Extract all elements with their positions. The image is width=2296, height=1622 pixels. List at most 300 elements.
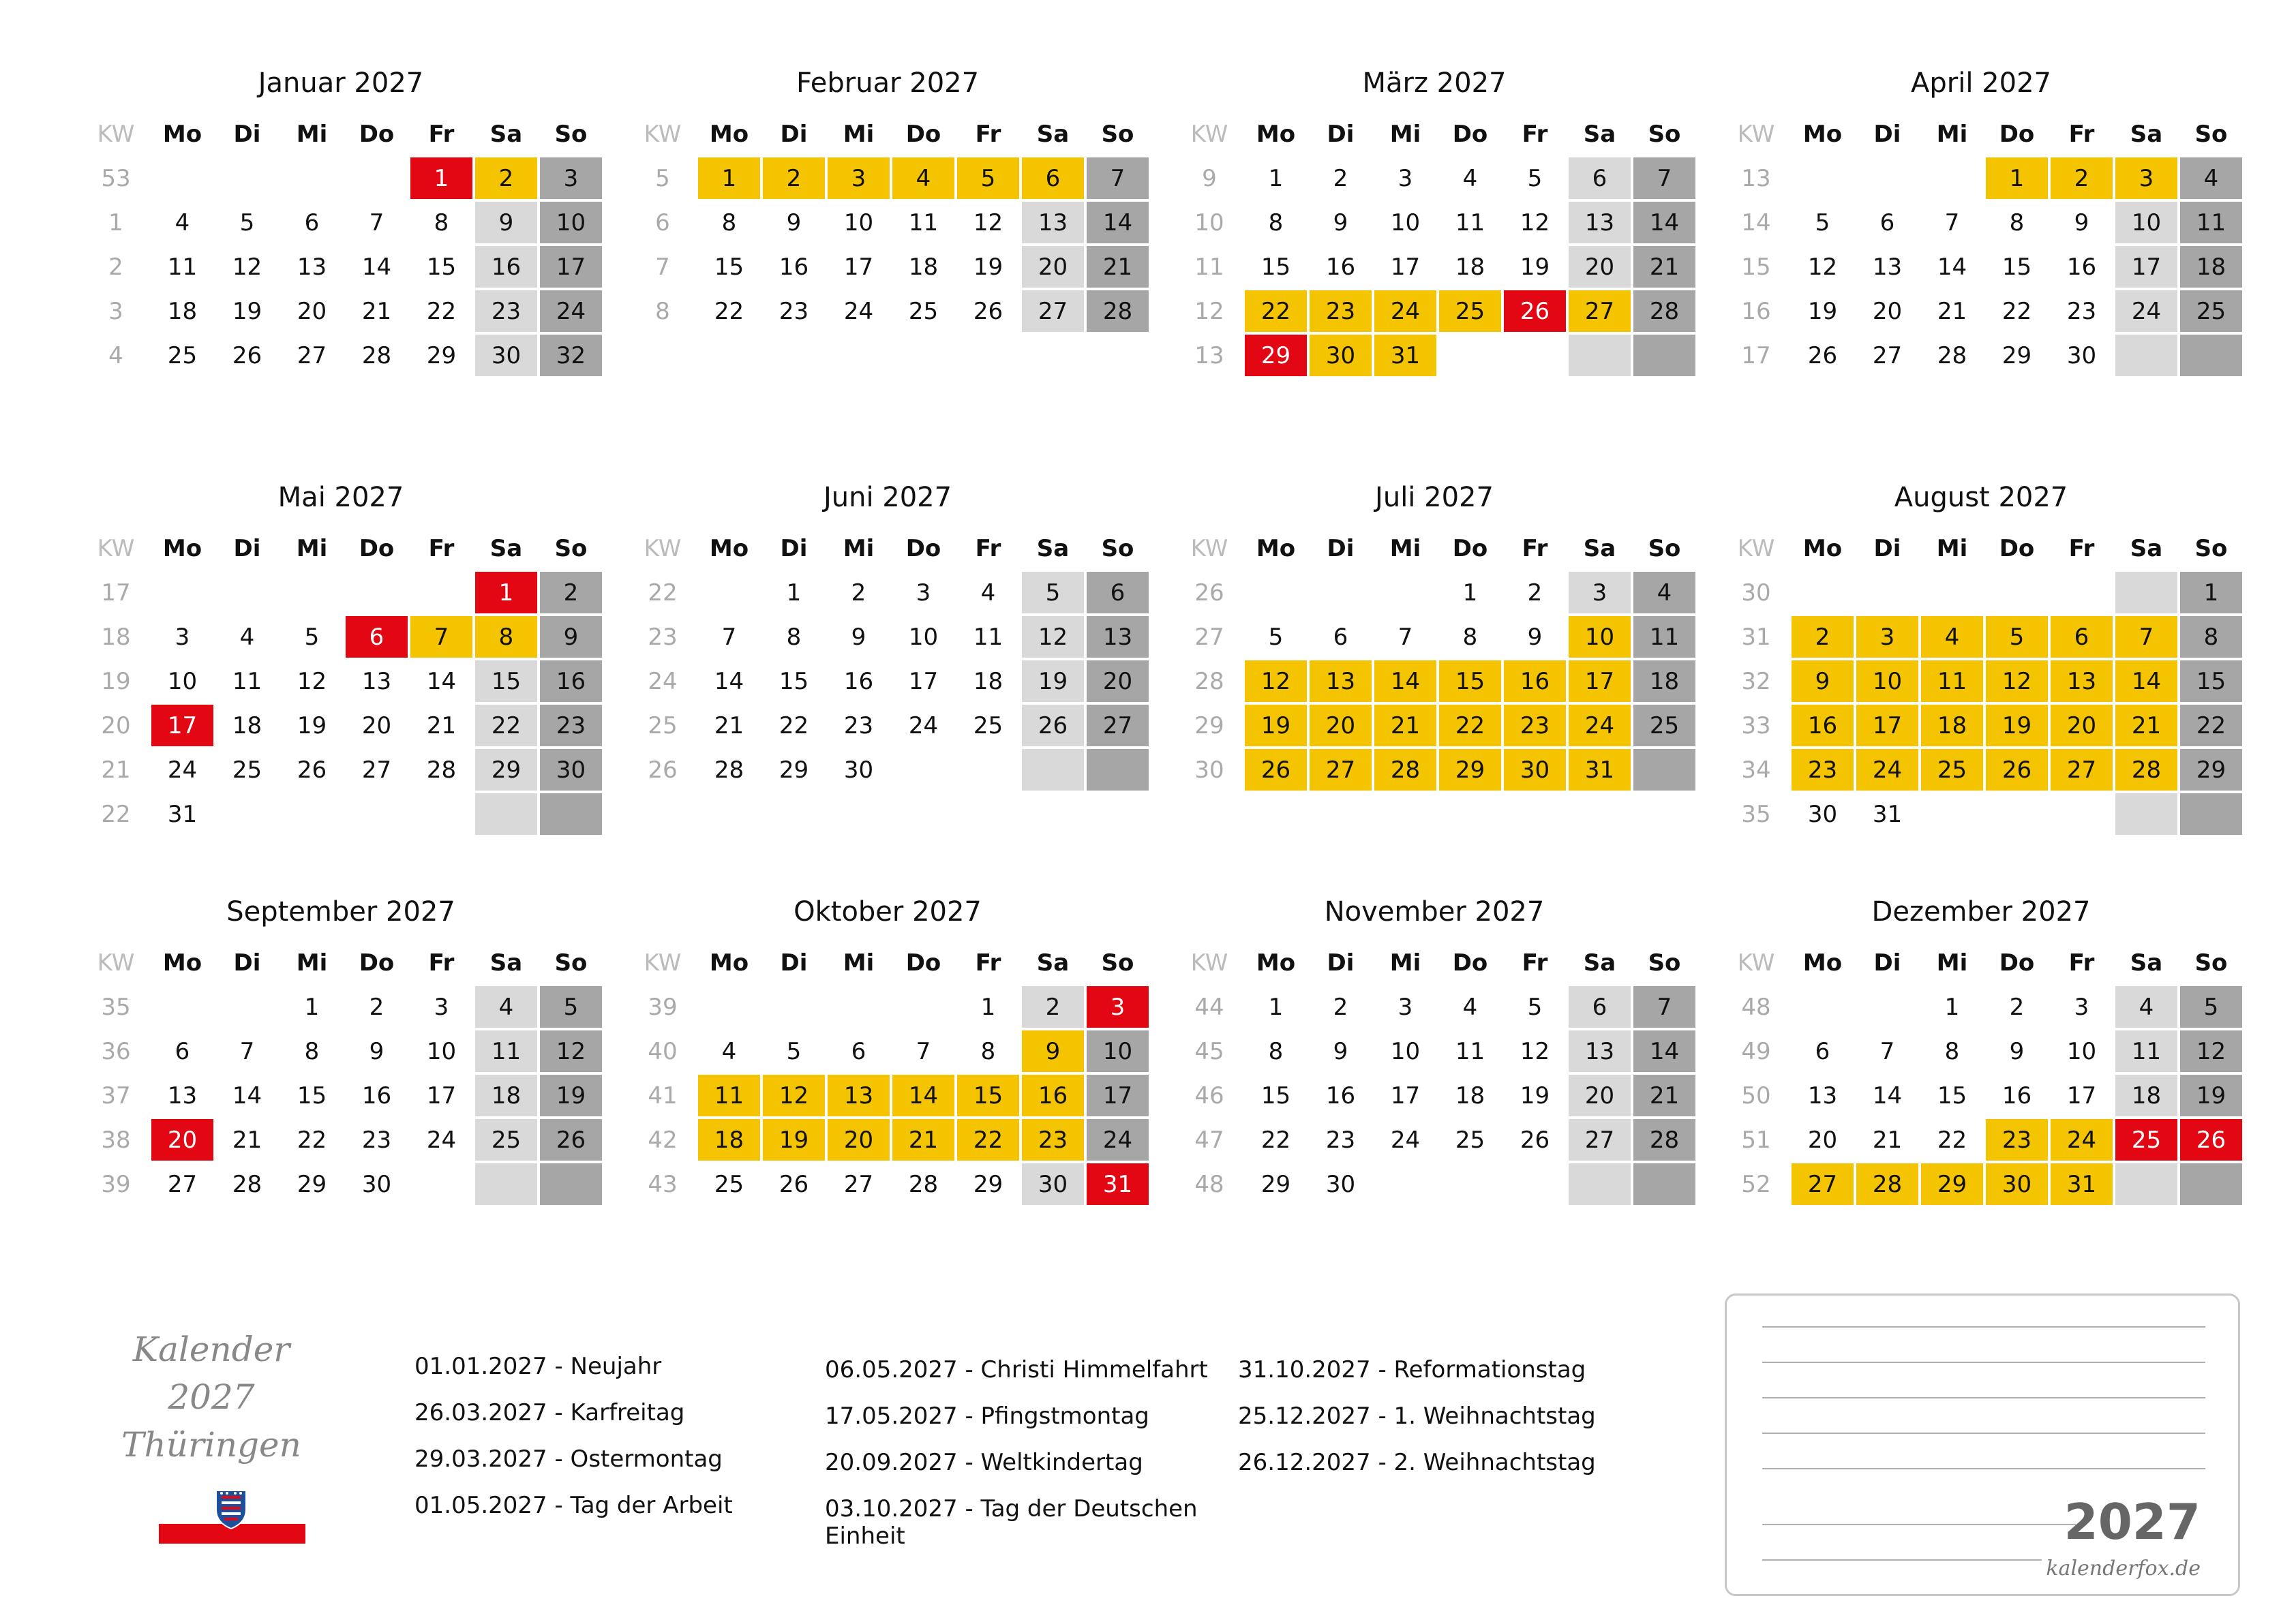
empty-cell xyxy=(1633,335,1695,376)
day-cell: 28 xyxy=(2115,749,2177,791)
week-number: 49 xyxy=(1741,1037,1771,1065)
notes-site: kalenderfox.de xyxy=(2046,1557,2201,1580)
day-cell: 18 xyxy=(475,1075,537,1116)
weekday-header: Do xyxy=(359,120,395,148)
day-cell: 25 xyxy=(973,711,1003,739)
day-cell: 12 xyxy=(973,209,1003,236)
week-number: 48 xyxy=(1194,1170,1224,1198)
weekday-header: Di xyxy=(1327,120,1355,148)
weekday-header: Fr xyxy=(1522,534,1548,562)
day-cell: 8 xyxy=(475,616,537,658)
note-line xyxy=(1762,1397,2205,1398)
weekday-header: Sa xyxy=(2130,534,2163,562)
day-cell: 15 xyxy=(2180,660,2242,702)
weekday-header: So xyxy=(1101,534,1134,562)
week-number: 16 xyxy=(1741,297,1771,325)
day-cell: 10 xyxy=(426,1037,457,1065)
month-grid xyxy=(629,526,1147,792)
weekday-header: Fr xyxy=(428,949,455,977)
week-number: 10 xyxy=(1194,209,1224,236)
week-number: 33 xyxy=(1741,711,1771,739)
empty-cell xyxy=(1308,570,1373,615)
day-cell: 7 xyxy=(1633,157,1695,199)
weekday-header: Mi xyxy=(296,534,328,562)
day-cell: 1 xyxy=(786,579,802,607)
day-cell: 8 xyxy=(1462,623,1478,651)
day-cell: 22 xyxy=(957,1119,1019,1161)
month-april xyxy=(1722,63,2240,378)
day-cell: 7 xyxy=(369,209,384,236)
day-cell: 24 xyxy=(2115,290,2177,332)
day-cell: 19 xyxy=(1520,1082,1550,1110)
month-march xyxy=(1175,63,1693,378)
month-december xyxy=(1722,891,2240,1206)
day-cell: 22 xyxy=(2180,705,2242,746)
week-number: 18 xyxy=(101,623,131,651)
day-cell: 13 xyxy=(361,667,392,695)
day-cell: 14 xyxy=(1374,660,1436,702)
week-number: 3 xyxy=(108,297,123,325)
day-cell: 8 xyxy=(1944,1037,1960,1065)
day-cell: 27 xyxy=(1087,705,1149,746)
week-number: 23 xyxy=(648,623,678,651)
day-cell: 3 xyxy=(2115,157,2177,199)
day-cell: 5 xyxy=(1527,164,1543,192)
day-cell: 19 xyxy=(2180,1075,2242,1116)
day-cell: 14 xyxy=(1633,202,1695,243)
month-grid xyxy=(1175,940,1693,1206)
day-cell: 17 xyxy=(2115,246,2177,288)
day-cell: 12 xyxy=(763,1075,825,1116)
day-cell: 11 xyxy=(1921,660,1983,702)
day-cell: 8 xyxy=(721,209,737,236)
week-number: 35 xyxy=(1741,800,1771,828)
month-title: März 2027 xyxy=(1362,67,1507,99)
day-cell: 10 xyxy=(1087,1030,1149,1072)
empty-cell xyxy=(2115,793,2177,835)
day-cell: 4 xyxy=(1462,164,1478,192)
day-cell: 9 xyxy=(851,623,866,651)
empty-cell xyxy=(2115,1163,2177,1205)
day-cell: 9 xyxy=(1333,1037,1348,1065)
day-cell: 4 xyxy=(239,623,255,651)
day-cell: 29 xyxy=(1439,749,1501,791)
day-cell: 2 xyxy=(2051,157,2113,199)
day-cell: 20 xyxy=(1569,246,1631,288)
day-cell: 19 xyxy=(973,253,1003,281)
weekday-header: So xyxy=(1648,949,1681,977)
day-cell: 30 xyxy=(1986,1163,2048,1205)
empty-cell xyxy=(1855,570,1920,615)
weekday-header: Sa xyxy=(2130,120,2163,148)
weekday-header: So xyxy=(1101,120,1134,148)
day-cell: 2 xyxy=(1333,164,1348,192)
day-cell: 16 xyxy=(1325,1082,1356,1110)
weekday-header: So xyxy=(554,120,588,148)
day-cell: 13 xyxy=(1569,1030,1631,1072)
day-cell: 12 xyxy=(1807,253,1838,281)
empty-cell xyxy=(344,156,409,200)
day-cell: 14 xyxy=(1087,202,1149,243)
week-number: 9 xyxy=(1202,164,1217,192)
day-cell: 9 xyxy=(369,1037,384,1065)
weekday-header: Fr xyxy=(2068,534,2095,562)
day-cell: 1 xyxy=(304,993,320,1021)
day-cell: 29 xyxy=(297,1170,327,1198)
day-cell: 29 xyxy=(1260,1170,1291,1198)
day-cell: 10 xyxy=(167,667,198,695)
month-july xyxy=(1175,477,1693,792)
empty-cell xyxy=(1920,570,1984,615)
day-cell: 30 xyxy=(1325,1170,1356,1198)
empty-cell xyxy=(1569,1163,1631,1205)
holiday-item: 31.10.2027 - Reformationstag xyxy=(1238,1356,1586,1383)
day-cell: 3 xyxy=(1569,572,1631,613)
weekday-header: Mo xyxy=(1802,949,1843,977)
empty-cell xyxy=(1438,1162,1502,1206)
note-line xyxy=(1762,1468,2205,1469)
holiday-list-1 xyxy=(414,1353,810,1538)
day-cell: 10 xyxy=(1569,616,1631,658)
day-cell: 6 xyxy=(1333,623,1348,651)
day-cell: 18 xyxy=(1455,1082,1485,1110)
day-cell: 12 xyxy=(1022,616,1084,658)
day-cell: 7 xyxy=(239,1037,255,1065)
day-cell: 4 xyxy=(1633,572,1695,613)
week-number: 51 xyxy=(1741,1126,1771,1154)
day-cell: 15 xyxy=(1937,1082,1967,1110)
day-cell: 21 xyxy=(1937,297,1967,325)
weekday-header: Fr xyxy=(2068,949,2095,977)
holiday-item: 29.03.2027 - Ostermontag xyxy=(414,1445,723,1473)
day-cell: 31 xyxy=(167,800,198,828)
empty-cell xyxy=(1022,749,1084,791)
day-cell: 8 xyxy=(304,1037,320,1065)
day-cell: 17 xyxy=(426,1082,457,1110)
empty-cell xyxy=(1984,792,2049,836)
day-cell: 9 xyxy=(1333,209,1348,236)
day-cell: 21 xyxy=(2115,705,2177,746)
weekday-header: So xyxy=(2194,120,2228,148)
day-cell: 20 xyxy=(1310,705,1372,746)
day-cell: 28 xyxy=(1087,290,1149,332)
day-cell: 23 xyxy=(475,290,537,332)
month-grid xyxy=(1722,940,2240,1206)
day-cell: 23 xyxy=(1310,290,1372,332)
day-cell: 7 xyxy=(1944,209,1960,236)
day-cell: 18 xyxy=(2115,1075,2177,1116)
weekday-header: Do xyxy=(905,534,941,562)
day-cell: 31 xyxy=(1087,1163,1149,1205)
day-cell: 3 xyxy=(1398,164,1413,192)
week-number: 20 xyxy=(101,711,131,739)
weekday-header: Mo xyxy=(709,949,749,977)
weekday-header: So xyxy=(554,534,588,562)
day-cell: 14 xyxy=(1872,1082,1903,1110)
day-cell: 15 xyxy=(714,253,744,281)
weekday-header: Sa xyxy=(1583,534,1616,562)
empty-cell xyxy=(1373,570,1438,615)
week-number: 17 xyxy=(1741,341,1771,369)
empty-cell xyxy=(1243,570,1308,615)
weekday-header: Fr xyxy=(975,534,1001,562)
day-cell: 5 xyxy=(786,1037,802,1065)
day-cell: 17 xyxy=(151,705,213,746)
day-cell: 8 xyxy=(786,623,802,651)
weekday-header: Sa xyxy=(1583,949,1616,977)
weekday-header: Mi xyxy=(1936,534,1968,562)
day-cell: 30 xyxy=(540,749,602,791)
week-number: 53 xyxy=(101,164,131,192)
day-cell: 10 xyxy=(1390,209,1421,236)
day-cell: 19 xyxy=(540,1075,602,1116)
week-number: 36 xyxy=(101,1037,131,1065)
day-cell: 22 xyxy=(1937,1126,1967,1154)
month-grid xyxy=(629,940,1147,1206)
day-cell: 11 xyxy=(2180,202,2242,243)
day-cell: 24 xyxy=(1374,290,1436,332)
day-cell: 7 xyxy=(410,616,472,658)
holiday-item: 25.12.2027 - 1. Weihnachtstag xyxy=(1238,1403,1596,1430)
day-cell: 6 xyxy=(346,616,408,658)
empty-cell xyxy=(2049,792,2114,836)
empty-cell xyxy=(891,985,956,1029)
day-cell: 15 xyxy=(426,253,457,281)
day-cell: 19 xyxy=(1807,297,1838,325)
weekday-header: Do xyxy=(1452,534,1488,562)
day-cell: 13 xyxy=(1310,660,1372,702)
day-cell: 30 xyxy=(1504,749,1566,791)
day-cell: 8 xyxy=(434,209,449,236)
day-cell: 27 xyxy=(297,341,327,369)
day-cell: 29 xyxy=(2002,341,2032,369)
day-cell: 24 xyxy=(908,711,939,739)
day-cell: 7 xyxy=(1398,623,1413,651)
notes-box xyxy=(1725,1294,2240,1596)
week-number: 52 xyxy=(1741,1170,1771,1198)
weekday-header: Do xyxy=(359,949,395,977)
day-cell: 15 xyxy=(1439,660,1501,702)
day-cell: 3 xyxy=(2074,993,2089,1021)
day-cell: 2 xyxy=(540,572,602,613)
month-august xyxy=(1722,477,2240,836)
weekday-header: Mo xyxy=(1802,534,1843,562)
day-cell: 2 xyxy=(1333,993,1348,1021)
day-cell: 19 xyxy=(297,711,327,739)
legend-title-line1: Kalender 2027 xyxy=(132,1330,290,1417)
weekday-header: Sa xyxy=(489,120,523,148)
day-cell: 4 xyxy=(2115,986,2177,1028)
kw-header: KW xyxy=(1190,120,1228,148)
day-cell: 6 xyxy=(1087,572,1149,613)
week-number: 44 xyxy=(1194,993,1224,1021)
day-cell: 25 xyxy=(475,1119,537,1161)
day-cell: 6 xyxy=(1879,209,1895,236)
day-cell: 15 xyxy=(1260,1082,1291,1110)
empty-cell xyxy=(215,570,280,615)
day-cell: 25 xyxy=(1455,1126,1485,1154)
day-cell: 5 xyxy=(2180,986,2242,1028)
weekday-header: Di xyxy=(1327,949,1355,977)
weekday-header: So xyxy=(2194,534,2228,562)
day-cell: 14 xyxy=(714,667,744,695)
day-cell: 18 xyxy=(232,711,262,739)
day-cell: 16 xyxy=(475,246,537,288)
empty-cell xyxy=(1920,156,1984,200)
day-cell: 16 xyxy=(843,667,874,695)
week-number: 7 xyxy=(655,253,670,281)
day-cell: 17 xyxy=(2066,1082,2097,1110)
weekday-header: Mo xyxy=(1802,120,1843,148)
day-cell: 30 xyxy=(475,335,537,376)
week-number: 6 xyxy=(655,209,670,236)
empty-cell xyxy=(1633,1163,1695,1205)
empty-cell xyxy=(956,748,1021,792)
empty-cell xyxy=(475,1163,537,1205)
weekday-header: Di xyxy=(780,949,808,977)
day-cell: 32 xyxy=(540,335,602,376)
day-cell: 1 xyxy=(1986,157,2048,199)
month-title: Dezember 2027 xyxy=(1871,896,2091,928)
day-cell: 31 xyxy=(1872,800,1903,828)
day-cell: 16 xyxy=(1792,705,1854,746)
month-may xyxy=(82,477,600,836)
empty-cell xyxy=(150,156,215,200)
day-cell: 21 xyxy=(1374,705,1436,746)
day-cell: 22 xyxy=(475,705,537,746)
day-cell: 9 xyxy=(1527,623,1543,651)
coat-of-arms-icon xyxy=(213,1488,249,1530)
day-cell: 18 xyxy=(2180,246,2242,288)
week-number: 50 xyxy=(1741,1082,1771,1110)
day-cell: 18 xyxy=(698,1119,760,1161)
week-number: 39 xyxy=(648,993,678,1021)
weekday-header: Mo xyxy=(162,949,202,977)
day-cell: 30 xyxy=(1310,335,1372,376)
holiday-item: 01.05.2027 - Tag der Arbeit xyxy=(414,1492,733,1519)
empty-cell xyxy=(280,156,344,200)
day-cell: 26 xyxy=(1520,1126,1550,1154)
day-cell: 2 xyxy=(1022,986,1084,1028)
week-number: 39 xyxy=(101,1170,131,1198)
day-cell: 28 xyxy=(908,1170,939,1198)
day-cell: 9 xyxy=(540,616,602,658)
day-cell: 2 xyxy=(1527,579,1543,607)
weekday-header: Fr xyxy=(1522,120,1548,148)
month-grid xyxy=(629,112,1147,333)
day-cell: 14 xyxy=(2115,660,2177,702)
day-cell: 10 xyxy=(843,209,874,236)
day-cell: 22 xyxy=(779,711,809,739)
day-cell: 17 xyxy=(843,253,874,281)
day-cell: 20 xyxy=(1087,660,1149,702)
weekday-header: Sa xyxy=(1036,949,1070,977)
holiday-item: 20.09.2027 - Weltkindertag xyxy=(825,1449,1143,1476)
day-cell: 18 xyxy=(908,253,939,281)
day-cell: 14 xyxy=(361,253,392,281)
day-cell: 24 xyxy=(2051,1119,2113,1161)
day-cell: 9 xyxy=(2009,1037,2025,1065)
week-number: 37 xyxy=(101,1082,131,1110)
day-cell: 15 xyxy=(2002,253,2032,281)
month-grid xyxy=(82,112,600,378)
day-cell: 20 xyxy=(361,711,392,739)
day-cell: 29 xyxy=(1245,335,1307,376)
weekday-header: Sa xyxy=(489,534,523,562)
week-number: 31 xyxy=(1741,623,1771,651)
day-cell: 30 xyxy=(361,1170,392,1198)
day-cell: 14 xyxy=(232,1082,262,1110)
day-cell: 26 xyxy=(232,341,262,369)
day-cell: 17 xyxy=(1390,1082,1421,1110)
day-cell: 22 xyxy=(714,297,744,325)
kw-header: KW xyxy=(97,534,135,562)
week-number: 11 xyxy=(1194,253,1224,281)
empty-cell xyxy=(280,792,344,836)
day-cell: 5 xyxy=(540,986,602,1028)
day-cell: 1 xyxy=(980,993,996,1021)
day-cell: 23 xyxy=(779,297,809,325)
empty-cell xyxy=(280,570,344,615)
day-cell: 29 xyxy=(1921,1163,1983,1205)
day-cell: 28 xyxy=(1633,290,1695,332)
day-cell: 7 xyxy=(1633,986,1695,1028)
day-cell: 7 xyxy=(916,1037,931,1065)
weekday-header: Do xyxy=(359,534,395,562)
day-cell: 23 xyxy=(361,1126,392,1154)
day-cell: 6 xyxy=(851,1037,866,1065)
empty-cell xyxy=(1438,333,1502,378)
day-cell: 25 xyxy=(714,1170,744,1198)
empty-cell xyxy=(215,985,280,1029)
day-cell: 17 xyxy=(1087,1075,1149,1116)
weekday-header: Sa xyxy=(1036,534,1070,562)
day-cell: 29 xyxy=(426,341,457,369)
weekday-header: Di xyxy=(1327,534,1355,562)
day-cell: 26 xyxy=(1986,749,2048,791)
day-cell: 10 xyxy=(1856,660,1918,702)
day-cell: 16 xyxy=(779,253,809,281)
day-cell: 26 xyxy=(973,297,1003,325)
day-cell: 27 xyxy=(843,1170,874,1198)
day-cell: 3 xyxy=(828,157,890,199)
empty-cell xyxy=(1633,749,1695,791)
weekday-header: Mo xyxy=(709,534,749,562)
day-cell: 1 xyxy=(698,157,760,199)
weekday-header: Do xyxy=(1452,120,1488,148)
week-number: 42 xyxy=(648,1126,678,1154)
empty-cell xyxy=(409,1162,474,1206)
empty-cell xyxy=(540,793,602,835)
weekday-header: Fr xyxy=(975,120,1001,148)
day-cell: 16 xyxy=(1022,1075,1084,1116)
week-number: 13 xyxy=(1741,164,1771,192)
day-cell: 4 xyxy=(175,209,190,236)
day-cell: 11 xyxy=(1455,1037,1485,1065)
day-cell: 13 xyxy=(828,1075,890,1116)
day-cell: 4 xyxy=(2180,157,2242,199)
day-cell: 23 xyxy=(1792,749,1854,791)
month-november xyxy=(1175,891,1693,1206)
day-cell: 26 xyxy=(1245,749,1307,791)
day-cell: 24 xyxy=(426,1126,457,1154)
day-cell: 12 xyxy=(540,1030,602,1072)
note-line xyxy=(1762,1559,2042,1561)
day-cell: 20 xyxy=(1872,297,1903,325)
day-cell: 4 xyxy=(892,157,954,199)
day-cell: 7 xyxy=(1879,1037,1895,1065)
week-number: 8 xyxy=(655,297,670,325)
